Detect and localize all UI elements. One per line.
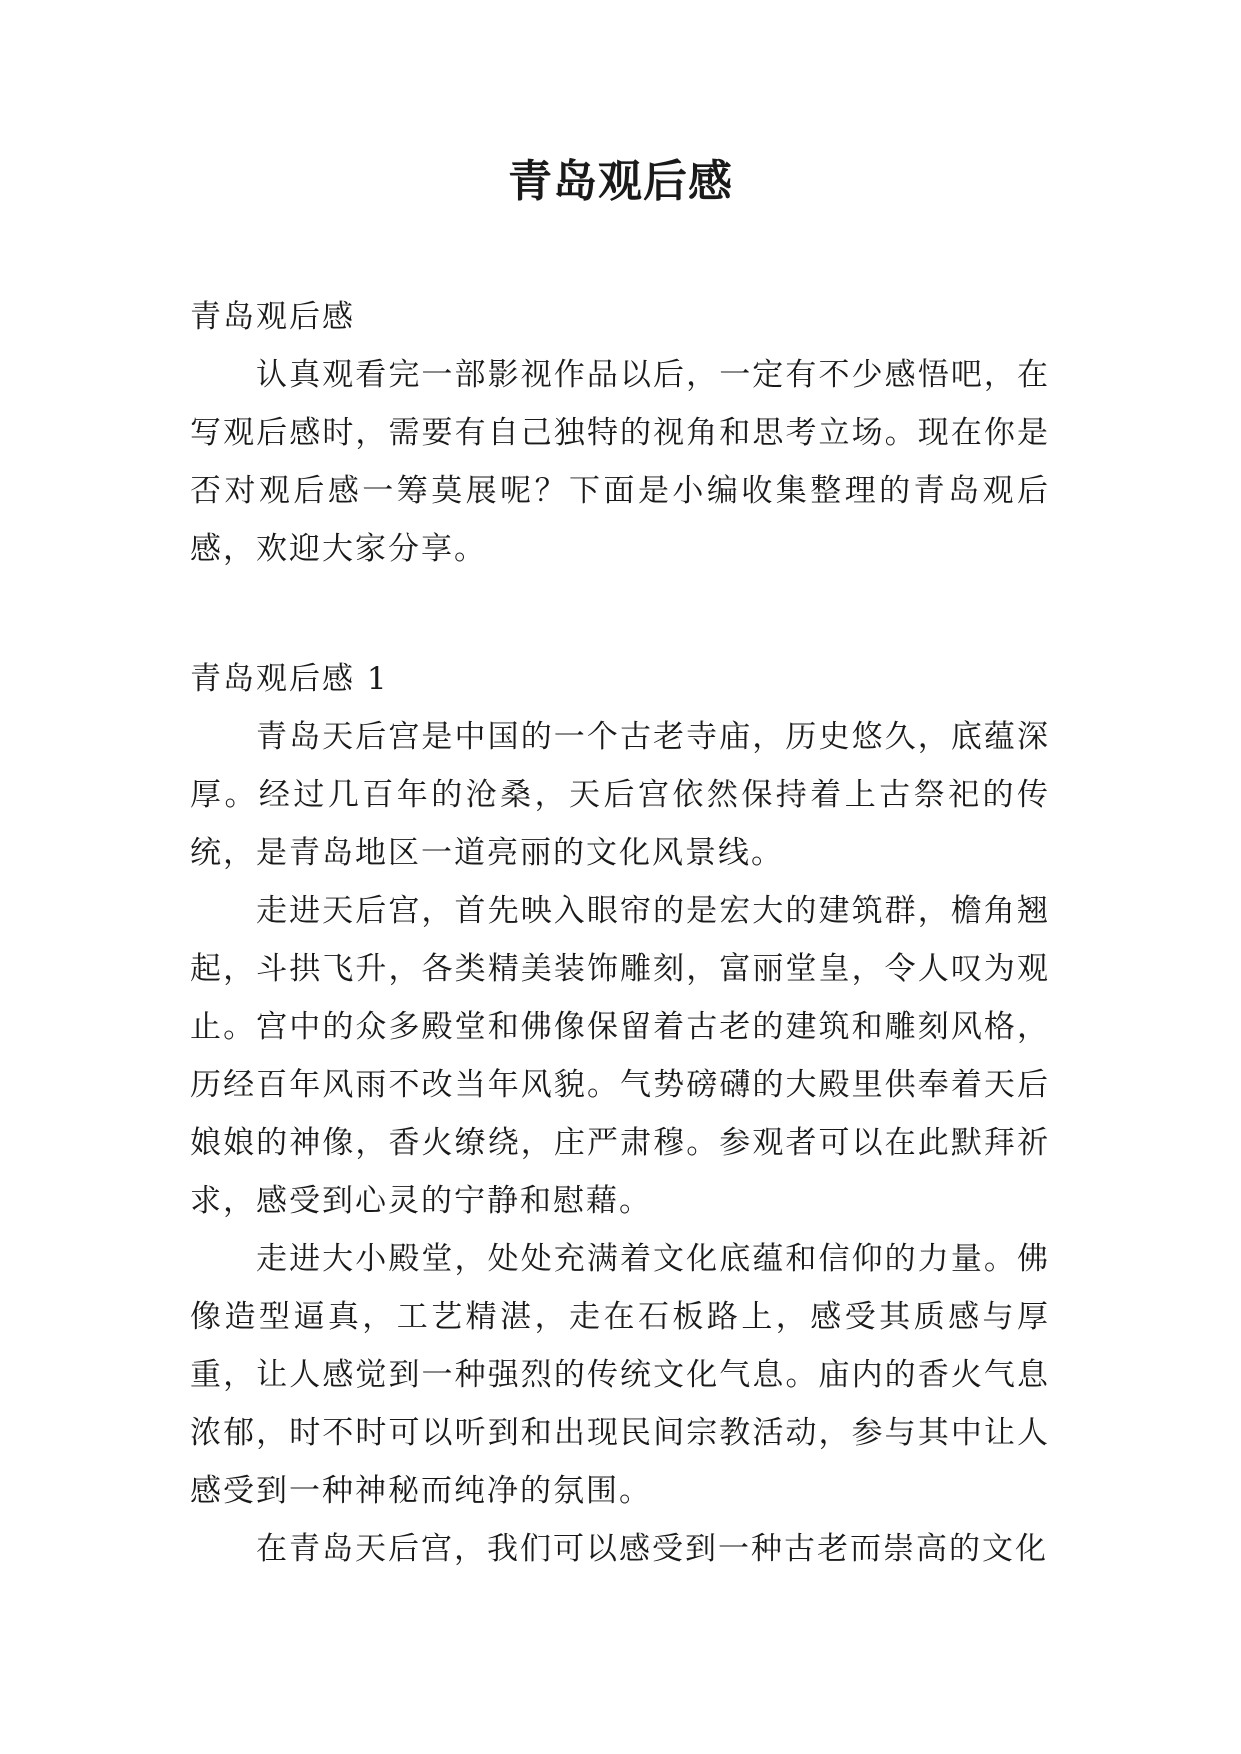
paragraph: 走进天后宫，首先映入眼帘的是宏大的建筑群，檐角翘起，斗拱飞升，各类精美装饰雕刻，富丽堂皇，令人叹为观止。宫中的众多殿堂和佛像保留着古老的建筑和雕刻风格，历经百年风雨不改当年风貌。气势磅礴的大殿里供奉着天后娘娘的神像，香火缭绕，庄严肃穆。参观者可以在此默拜祈求，感受到心灵的宁静和慰藉。: [190, 893, 1050, 1219]
intro-heading: 青岛观后感: [190, 299, 355, 335]
section-spacer: [190, 578, 1050, 650]
section-heading: 青岛观后感 1: [190, 661, 389, 697]
paragraph: 青岛天后宫是中国的一个古老寺庙，历史悠久，底蕴深厚。经过几百年的沧桑，天后宫依然保持着上古祭祀的传统，是青岛地区一道亮丽的文化风景线。: [190, 719, 1050, 871]
document-body: [190, 288, 1050, 1578]
intro-paragraph: 认真观看完一部影视作品以后，一定有不少感悟吧，在写观后感时，需要有自己独特的视角和思考立场。现在你是否对观后感一筹莫展呢？下面是小编收集整理的青岛观后感，欢迎大家分享。: [190, 357, 1050, 567]
document-title: 青岛观后感: [508, 156, 733, 207]
paragraph: 走进大小殿堂，处处充满着文化底蕴和信仰的力量。佛像造型逼真，工艺精湛，走在石板路上，感受其质感与厚重，让人感觉到一种强烈的传统文化气息。庙内的香火气息浓郁，时不时可以听到和出现民间宗教活动，参与其中让人感受到一种神秘而纯净的氛围。: [190, 1241, 1050, 1509]
paragraph: 在青岛天后宫，我们可以感受到一种古老而崇高的文化: [256, 1531, 1048, 1567]
